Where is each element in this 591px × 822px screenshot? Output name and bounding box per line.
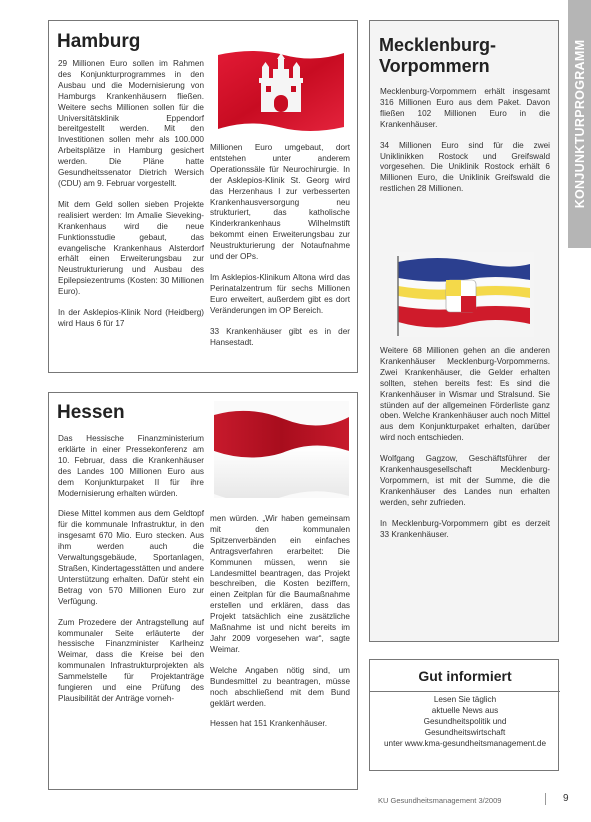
mv-col-bottom <box>380 346 550 551</box>
text-line: aktuelle News aus <box>431 705 499 715</box>
side-tab <box>568 0 591 248</box>
footer-separator <box>545 793 546 805</box>
mv-title: Mecklenburg-Vorpommern <box>379 35 497 76</box>
hamburg-flag-image <box>214 47 348 132</box>
hessen-title: Hessen <box>57 402 125 423</box>
paragraph: 33 Krankenhäuser gibt es in der Hansestadt. <box>210 326 350 347</box>
mv-box <box>369 20 559 642</box>
text-line: Gesundheitspolitik und <box>423 716 507 726</box>
paragraph: Weitere 68 Millionen gehen an die anderen Krankenhäuser Mecklenburg-Vorpommerns. Zwei Krankenhäuser, die Gelder erhalten sollten, stehen bereits fest: Es sind die Krankenhäuser in Wismar und Stralsund. Sie stünden auf der allgemeinen Förderliste ganz oben. Welche Krankenhäuser auch noch Mittel aus dem Konjunkturpaket erhalten, darüber wird noch entschieden. <box>380 346 550 443</box>
gut-informiert-separator <box>370 691 560 692</box>
paragraph: Mecklenburg-Vorpommern erhält insgesamt 316 Millionen Euro aus dem Paket. Davon fließen 102 Millionen Euro in die Krankenhäuser. <box>380 87 550 129</box>
footer-publication: KU Gesundheitsmanagement 3/2009 <box>378 796 502 805</box>
hamburg-box <box>48 20 358 373</box>
text-line: Gesundheitswirtschaft <box>424 727 506 737</box>
hessen-flag-image <box>214 401 349 498</box>
paragraph: Mit dem Geld sollen sieben Projekte realisiert werden: Im Amalie Sieveking-Krankenhaus wird die neue Funktionsstudie gebaut, das evangelische Krankenhaus Alsterdorf erhält einen Erweiterungsbau zur Neustrukturierung und Ausbau des Epilepsiezentrums (Kosten: 30 Millionen Euro). <box>58 199 204 297</box>
paragraph: Das Hessische Finanzministerium erklärte in einer Pressekonferenz am 10. Februar, dass die Krankenhäuser des Landes 100 Millionen Euro aus dem Konjunkturpaket II für ihre Modernisierung erhalten würden. <box>58 434 204 498</box>
paragraph: Diese Mittel kommen aus dem Geldtopf für die kommunale Infrastruktur, in den insgesamt 670 Mio. Euro stecken. Aus ihm werden auch die Verwaltungsgebäude, Sportanlagen, Straßen, Kindertagesstätten und andere Unterstützung erhalten. Dafür steht ein Betrag von 570 Millionen Euro zur Verfügung. <box>58 509 204 606</box>
website-link[interactable]: unter www.kma-gesundheitsmanagement.de <box>383 738 547 748</box>
side-tab-label: KONJUNKTURPROGRAMM <box>572 39 587 209</box>
paragraph: Millionen Euro umgebaut, dort entstehen unter anderem Operationssäle für Neurochirurgie. In der Asklepios-Klinik St. Georg wird das Herzenhaus I zur verbesserten Krankenhausversorgung neu strukturiert, das katholische Kinderkrankenhaus Wilhelmstift bekommt einen Erweiterungsbau zur Neustrukturierung der Notaufnahme und der OPs. <box>210 143 350 262</box>
hamburg-title: Hamburg <box>57 31 141 52</box>
paragraph: In der Asklepios-Klinik Nord (Heidberg) wird Haus 6 für 17 <box>58 308 204 328</box>
paragraph: In Mecklenburg-Vorpommern gibt es derzeit 33 Krankenhäuser. <box>380 518 550 539</box>
hamburg-col-1 <box>58 59 204 340</box>
gut-informiert-box <box>369 659 559 771</box>
text-line: Lesen Sie täglich <box>433 695 497 704</box>
paragraph: Hessen hat 151 Krankenhäuser. <box>210 719 327 729</box>
page-number: 9 <box>563 793 569 804</box>
paragraph: 34 Millionen Euro sind für die zwei Uniklinikken Rostock und Greifswald vorgesehen. Die Uniklinik Rostock erhält 6 Millionen Euro, die Uniklinik Greifswald die restlichen 28 Millionen. <box>380 140 550 194</box>
paragraph: men würden. „Wir haben gemeinsam mit den kommunalen Spitzenverbänden ein einfaches Antragsverfahren erarbeitet: Die Kommunen müssen, wenn sie Landesmittel beantragen, das Projekt beschreiben, die Kosten beziffern, einen Zeitplan für die Baumaßnahme erstellen und erklären, dass das Projekt tatsächlich eine zusätzliche Maßnahme ist und nicht bereits im Jahr 2009 vorgesehen war“, sagte Weimar. <box>210 514 350 654</box>
paragraph: Zum Prozedere der Antragstellung auf kommunaler Seite erläuterte der hessische Finanzminister Karlheinz Weimar, dass die Kreise bei den kommunalen Infrastrukturprojekten als Sammelstelle für Projektanträge fungieren und eine Prüfung des Plausibilität der Anträge vorneh- <box>58 617 204 703</box>
hessen-box <box>48 392 358 790</box>
paragraph: Welche Angaben nötig sind, um Bundesmittel zu beantragen, müsse noch abschließend mit dem Bund geklärt werden. <box>210 665 350 708</box>
hamburg-col-2 <box>210 143 350 358</box>
hessen-col-1 <box>58 434 204 715</box>
gut-informiert-text <box>380 695 550 750</box>
paragraph: 29 Millionen Euro sollen im Rahmen des Konjunkturprogrammes in den Ausbau und die Modernisierung von Hamburgs Krankenhäusern fließen. Weitere sechs Millionen sollen für die Universitätsklinik Eppendorf bereitgestellt werden. Mit den Investitionen sollen mehr als 100.000 Arbeitsplätze in Hamburg gesichert werden. Die Pläne hatte Gesundheitssenator Dietrich Wersich (CDU) am 9. Februar vorgestellt. <box>58 59 204 188</box>
hessen-col-2 <box>210 514 350 740</box>
paragraph: Wolfgang Gagzow, Geschäftsführer der Krankenhausgesellschaft Mecklenburg-Vorpommern, ist mit der Summe, die die Krankenhäuser des Landes nun erhalten werden, sehr zufrieden. <box>380 454 550 507</box>
mv-flag-image <box>394 252 534 337</box>
gut-informiert-title: Gut informiert <box>418 668 512 684</box>
paragraph: Im Asklepios-Klinikum Altona wird das Perinatalzentrum für sechs Millionen Euro erweitert, außerdem gibt es dort Veränderungen im OP Bereich. <box>210 272 350 315</box>
mv-col-top <box>380 87 550 205</box>
